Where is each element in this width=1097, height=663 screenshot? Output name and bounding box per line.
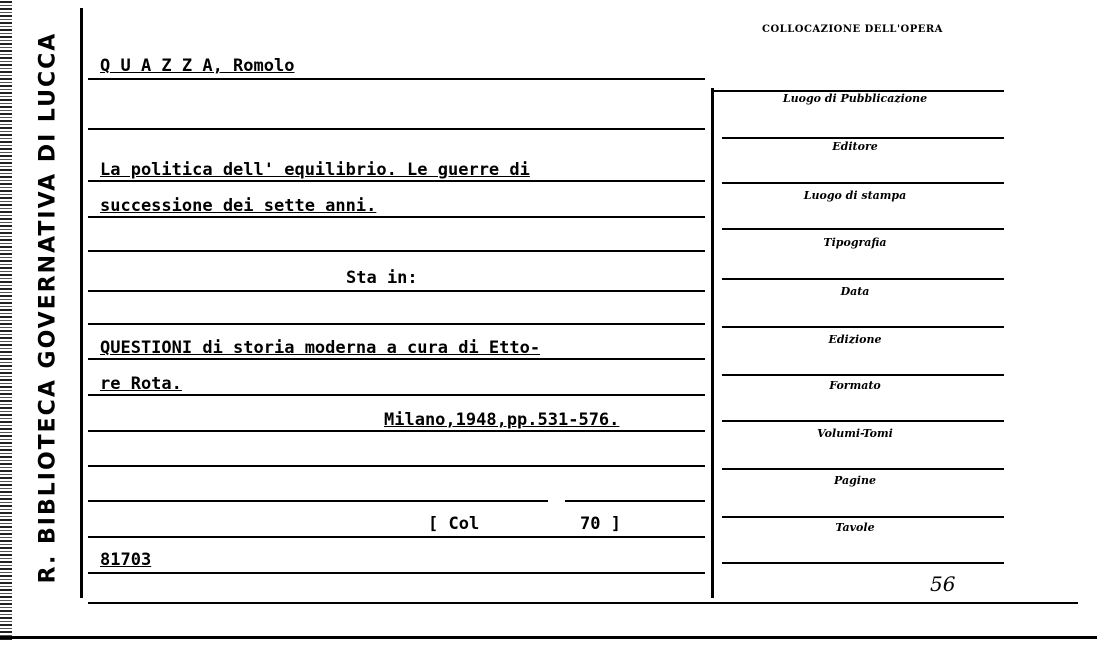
card-bottom-edge	[0, 636, 1097, 639]
rule	[88, 394, 705, 396]
margin-line	[80, 8, 83, 598]
rule	[88, 500, 548, 502]
rule	[722, 374, 1004, 376]
inventory-number: 81703	[100, 550, 152, 570]
field-luogo-pubblicazione: Luogo di Pubblicazione	[782, 92, 928, 105]
field-volumi-tomi: Volumi-Tomi	[817, 427, 893, 440]
rule	[722, 468, 1004, 470]
rule	[88, 128, 705, 130]
rule	[722, 228, 1004, 230]
author: Q U A Z Z A, Romolo	[100, 56, 295, 76]
rule	[722, 278, 1004, 280]
field-edizione: Edizione	[828, 333, 882, 346]
imprint: Milano,1948,pp.531-576.	[384, 410, 620, 430]
rule	[722, 326, 1004, 328]
rule	[722, 182, 1004, 184]
rule	[88, 358, 705, 360]
title-line-2: successione dei sette anni.	[100, 196, 377, 216]
rule	[88, 536, 705, 538]
source-line-1: QUESTIONI di storia moderna a cura di Etto-	[100, 338, 541, 358]
field-luogo-stampa: Luogo di stampa	[803, 189, 907, 202]
bottom-rule	[88, 602, 1078, 604]
rule	[88, 323, 705, 325]
rule	[88, 572, 705, 574]
rule	[565, 500, 705, 502]
rule	[88, 78, 705, 80]
rule	[88, 465, 705, 467]
rule	[88, 290, 705, 292]
source-line-2: re Rota.	[100, 374, 182, 394]
handwritten-note: 56	[930, 572, 956, 596]
card-edge	[0, 0, 12, 640]
library-stamp	[28, 12, 68, 602]
field-editore: Editore	[832, 140, 878, 153]
right-panel-line	[711, 88, 714, 598]
rule	[88, 250, 705, 252]
rule	[722, 137, 1004, 139]
title-line-1: La politica dell' equilibrio. Le guerre di	[100, 160, 530, 180]
rule	[88, 180, 705, 182]
field-tipografia: Tipografia	[823, 236, 887, 249]
library-name: R. BIBLIOTECA GOVERNATIVA DI LUCCA	[35, 31, 61, 583]
rule	[722, 562, 1004, 564]
field-pagine: Pagine	[834, 474, 876, 487]
collocation: [ Col	[428, 514, 480, 534]
rule	[722, 420, 1004, 422]
collocation-header: COLLOCAZIONE DELL'OPERA	[762, 24, 943, 35]
field-formato: Formato	[829, 379, 881, 392]
field-data: Data	[840, 285, 870, 298]
rule	[88, 216, 705, 218]
sta-in-label: Sta in:	[346, 268, 418, 288]
rule	[722, 516, 1004, 518]
rule	[88, 430, 705, 432]
collocation-number: 70 ]	[580, 514, 621, 534]
field-tavole: Tavole	[835, 521, 875, 534]
